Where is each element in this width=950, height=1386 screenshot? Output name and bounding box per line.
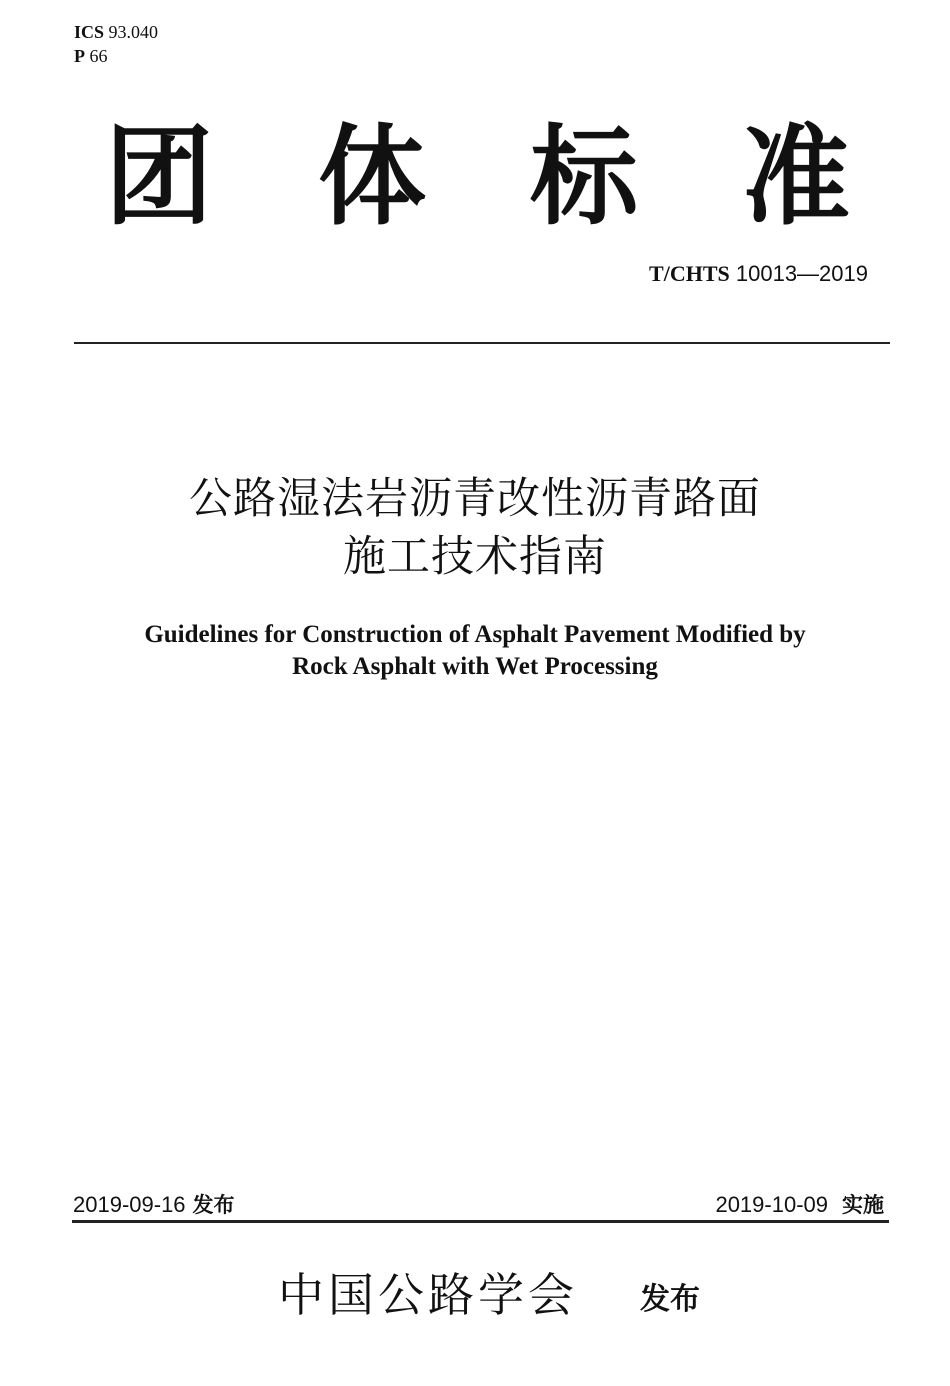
ics-code [74,21,158,43]
effective-date-block [715,1190,884,1221]
issue-label: 发布 [192,1193,235,1217]
issue-date: 2019-09-16 [73,1192,186,1217]
ccs-code [74,45,108,67]
ics-prefix: ICS [74,22,105,42]
title-char-4: 准 [742,115,851,240]
standard-number [649,259,868,289]
publisher-label: 发布 [640,1282,700,1317]
standard-type-title [105,115,865,240]
ccs-prefix: P [74,46,85,66]
chinese-title-line-1: 公路湿法岩沥青改性沥青路面 [189,474,761,524]
chinese-title-line-2: 施工技术指南 [343,532,607,582]
effective-date: 2019-10-09 [715,1192,828,1217]
ccs-number: 66 [89,46,108,66]
issue-date-block [73,1190,235,1221]
english-title [0,619,950,683]
standard-prefix: T/CHTS [649,261,730,286]
title-char-2: 体 [318,115,427,240]
bottom-divider [72,1220,889,1223]
effective-label: 实施 [842,1193,884,1217]
title-char-3: 标 [530,115,639,240]
english-title-line-2: Rock Asphalt with Wet Processing [292,653,658,680]
english-title-line-1: Guidelines for Construction of Asphalt Pavement Modified by [144,621,806,648]
title-char-1: 团 [105,115,214,240]
ics-number: 93.040 [108,22,159,42]
publisher-name: 中国公路学会 [278,1268,578,1322]
top-divider [74,342,890,344]
standard-code: 10013—2019 [735,261,868,286]
chinese-title [0,470,950,586]
